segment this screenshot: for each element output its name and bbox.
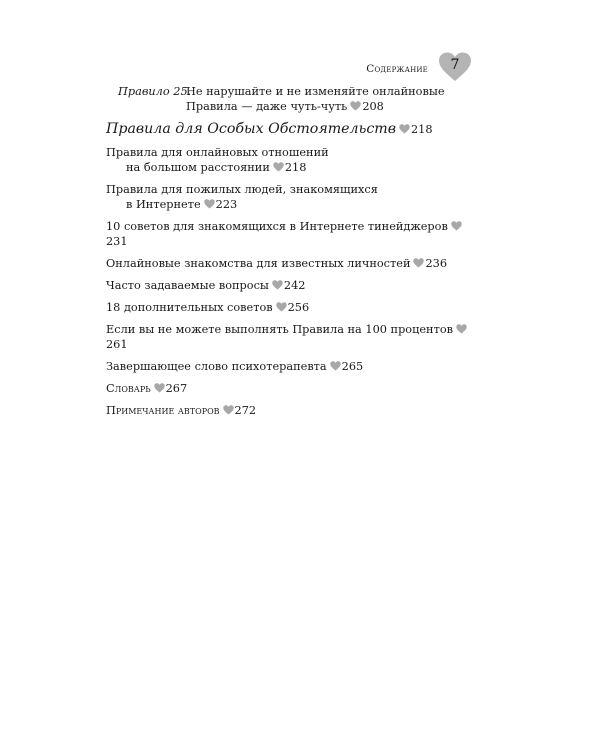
toc-entry (106, 322, 476, 352)
page-ref: 231 (106, 235, 128, 248)
section-title: Правила для Особых Обстоятельств (106, 121, 396, 137)
entry-title: Примечание авторов (106, 404, 220, 417)
toc-entry (106, 219, 476, 249)
toc-entry (106, 278, 476, 293)
toc-entry (106, 359, 476, 374)
entry-title: Завершающее слово психотерапевта (106, 360, 327, 373)
toc-entry-rule-25 (118, 84, 476, 114)
toc-entry (106, 300, 476, 315)
running-header-title: Содержание (366, 63, 428, 75)
heart-icon (399, 124, 410, 134)
rule-title-line1: Не нарушайте и не изменяйте онлайновые (186, 85, 445, 98)
page-ref: 265 (341, 360, 364, 373)
rule-number-label: Правило 25. (118, 85, 192, 98)
entry-title-line1: Правила для онлайновых отношений (106, 146, 329, 159)
heart-icon (272, 280, 283, 290)
heart-icon (330, 361, 341, 371)
heart-icon (154, 383, 165, 393)
heart-icon (350, 101, 361, 111)
running-header (366, 52, 472, 82)
page-number-heart-icon (438, 52, 472, 82)
page-ref: 218 (284, 161, 307, 174)
entry-title: Онлайновые знакомства для известных личностей (106, 257, 411, 270)
heart-icon (413, 258, 424, 268)
toc-entry (106, 381, 476, 396)
page-ref: 272 (234, 404, 257, 417)
entry-title: 18 дополнительных советов (106, 301, 273, 314)
page-ref: 208 (362, 100, 384, 113)
page-ref: 267 (165, 382, 188, 395)
table-of-contents (106, 84, 476, 425)
rule-title (186, 84, 476, 114)
heart-icon (204, 199, 215, 209)
heart-icon (451, 221, 462, 231)
toc-entry (106, 403, 476, 418)
entry-title-line2: на большом расстоянии (126, 161, 270, 174)
rule-title-line2: Правила — даже чуть-чуть (186, 100, 348, 113)
entry-title-line2: в Интернете (126, 198, 201, 211)
entry-title: 10 советов для знакомящихся в Интернете тинейджеров (106, 220, 448, 233)
entry-title: Если вы не можете выполнять Правила на 100 процентов (106, 323, 453, 336)
page-ref: 223 (215, 198, 238, 211)
page-ref: 236 (425, 257, 448, 270)
entry-title: Словарь (106, 382, 151, 395)
entry-title: Часто задаваемые вопросы (106, 279, 269, 292)
heart-icon (456, 324, 467, 334)
page-ref: 218 (410, 123, 433, 136)
toc-entry (106, 182, 476, 212)
entry-title-line1: Правила для пожилых людей, знакомящихся (106, 183, 378, 196)
toc-section-heading (106, 120, 476, 139)
heart-icon (273, 162, 284, 172)
heart-icon (223, 405, 234, 415)
page-ref: 261 (106, 338, 128, 351)
page-ref: 242 (283, 279, 306, 292)
heart-icon (276, 302, 287, 312)
toc-entry (106, 145, 476, 175)
page-number: 7 (450, 57, 460, 73)
toc-entry (106, 256, 476, 271)
page-ref: 256 (287, 301, 310, 314)
